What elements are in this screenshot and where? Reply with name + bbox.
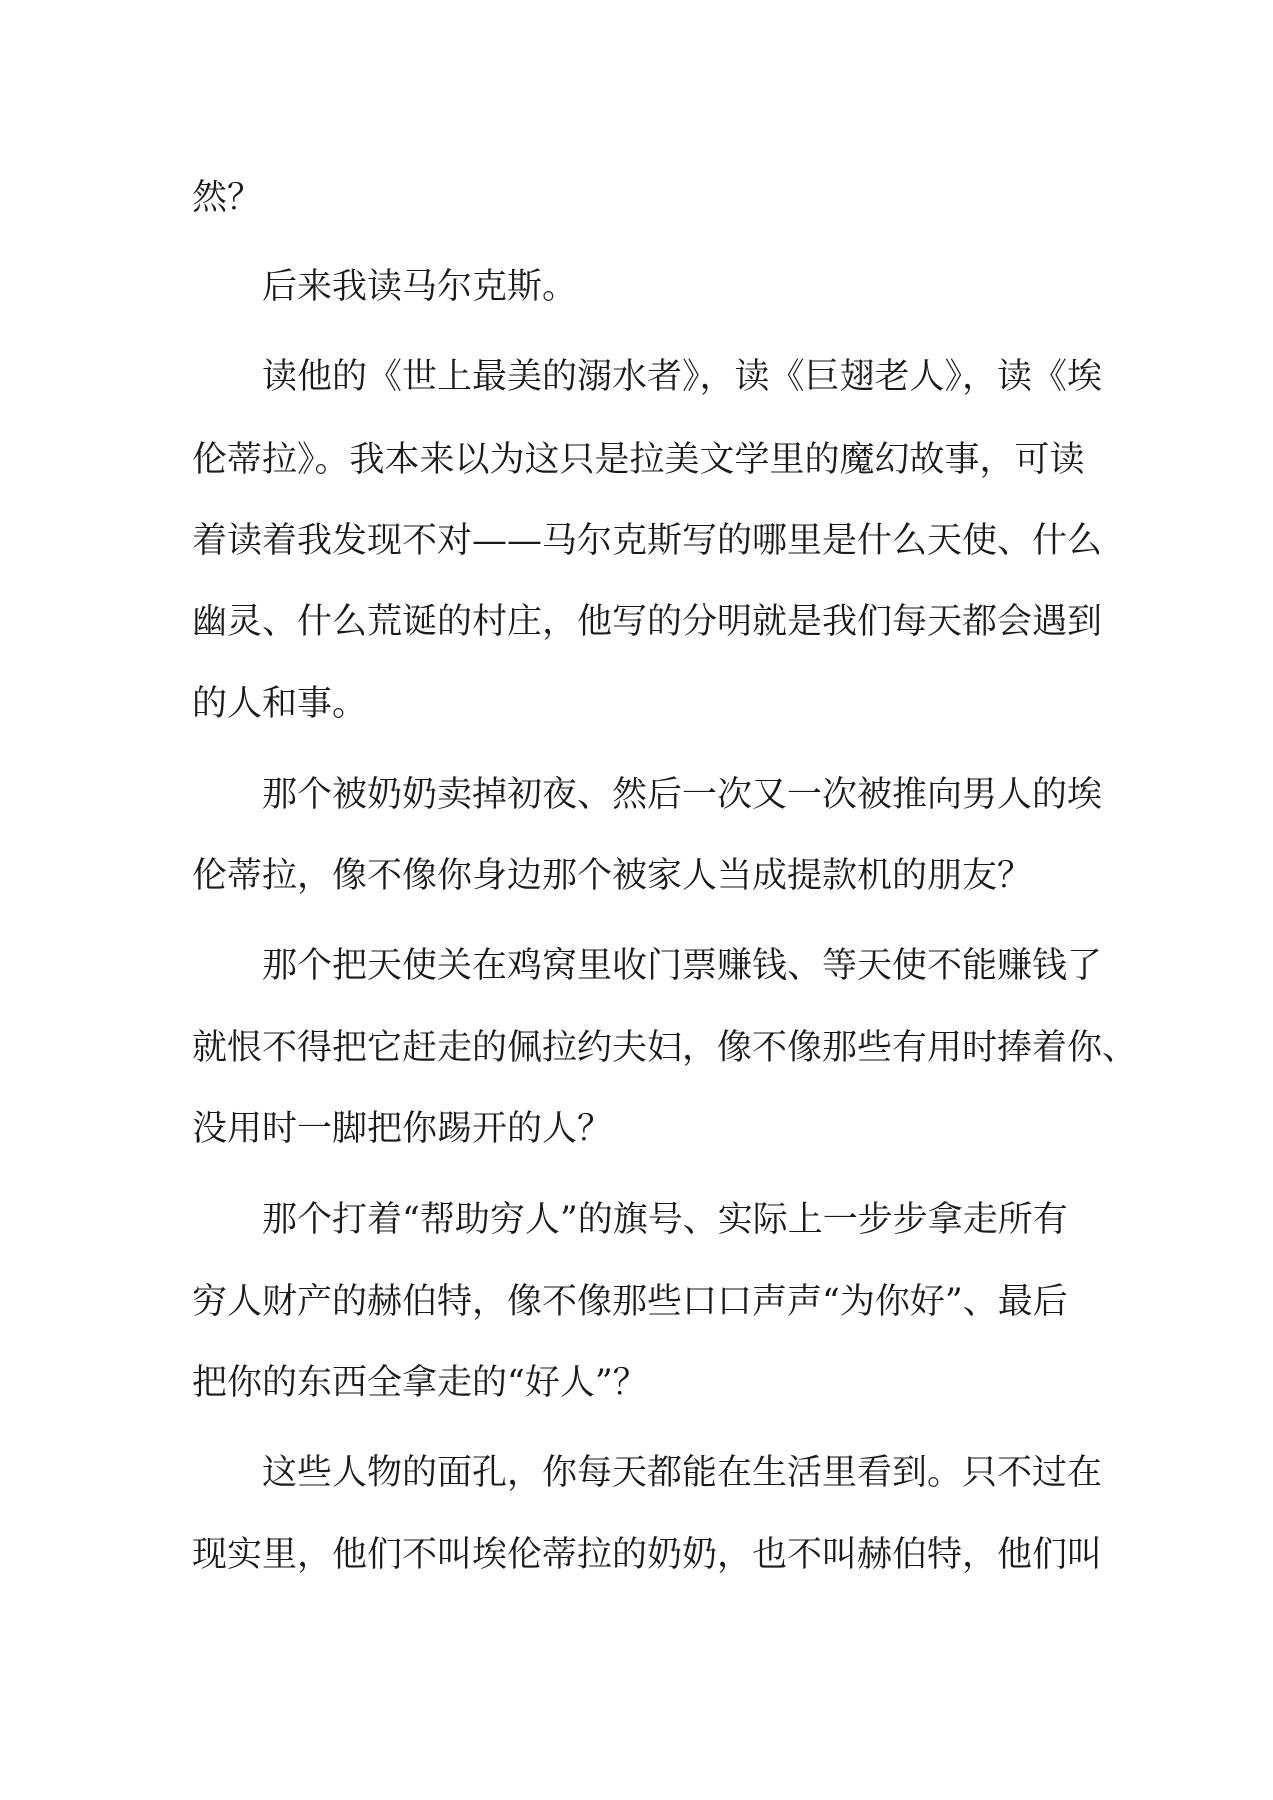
text-line: 伦蒂拉》。我本来以为这只是拉美文学里的魔幻故事，可读 xyxy=(192,440,1085,480)
text-line: 然？ xyxy=(192,178,263,218)
text-line: 现实里，他们不叫埃伦蒂拉的奶奶，也不叫赫伯特，他们叫 xyxy=(192,1535,1103,1575)
text-line: 就恨不得把它赶走的佩拉约夫妇，像不像那些有用时捧着你、 xyxy=(192,1028,1138,1068)
text-line: 伦蒂拉，像不像你身边那个被家人当成提款机的朋友？ xyxy=(192,856,1033,896)
paragraph-first-line: 那个打着“帮助穷人”的旗号、实际上一步步拿走所有 xyxy=(262,1200,1068,1240)
paragraph-first-line: 读他的《世上最美的溺水者》，读《巨翅老人》，读《埃 xyxy=(262,357,1103,397)
text-line: 幽灵、什么荒诞的村庄，他写的分明就是我们每天都会遇到 xyxy=(192,602,1103,642)
paragraph-first-line: 那个被奶奶卖掉初夜、然后一次又一次被推向男人的埃 xyxy=(262,775,1103,815)
text-line: 的人和事。 xyxy=(192,684,368,724)
paragraph-first-line: 那个把天使关在鸡窝里收门票赚钱、等天使不能赚钱了 xyxy=(262,946,1103,986)
text-line: 穷人财产的赫伯特，像不像那些口口声声“为你好”、最后 xyxy=(192,1282,1068,1322)
paragraph-first-line: 后来我读马尔克斯。 xyxy=(262,267,578,307)
text-line: 没用时一脚把你踢开的人？ xyxy=(192,1109,613,1149)
text-line: 把你的东西全拿走的“好人”？ xyxy=(192,1363,648,1403)
paragraph-first-line: 这些人物的面孔，你每天都能在生活里看到。只不过在 xyxy=(262,1453,1103,1493)
text-line: 着读着我发现不对——马尔克斯写的哪里是什么天使、什么 xyxy=(192,521,1103,561)
